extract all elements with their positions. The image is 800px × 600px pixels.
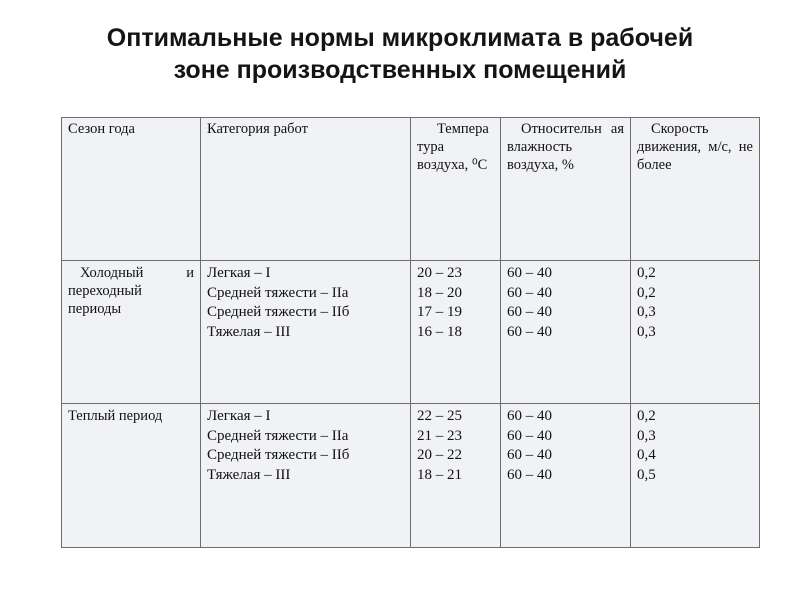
temperature-cell-warm xyxy=(411,404,501,548)
speed-value: 0,2 xyxy=(637,284,656,301)
category-value: Средней тяжести – IIб xyxy=(207,304,350,320)
temperature-value: 18 – 20 xyxy=(417,284,462,301)
category-cell-cold xyxy=(201,261,411,404)
header-category: Категория работ xyxy=(201,118,411,261)
category-value: Легкая – I xyxy=(207,408,271,424)
category-cell-warm xyxy=(201,404,411,548)
humidity-value: 60 – 40 xyxy=(507,427,552,444)
category-value: Легкая – I xyxy=(207,265,271,281)
season-cold-word-2: и xyxy=(186,265,194,281)
speed-cell-cold xyxy=(631,261,760,404)
season-cold-line-2: переходный xyxy=(68,283,142,299)
temperature-value: 18 – 21 xyxy=(417,466,462,483)
speed-value: 0,3 xyxy=(637,427,656,444)
slide-title-line-1: Оптимальные нормы микроклимата в рабочей xyxy=(106,24,694,52)
speed-value: 0,2 xyxy=(637,265,656,281)
category-value: Тяжелая – III xyxy=(207,323,291,340)
slide-title-line-2: зоне производственных помещений xyxy=(173,56,627,84)
humidity-value: 60 – 40 xyxy=(507,466,552,483)
season-cold-line-3: периоды xyxy=(68,301,122,317)
speed-value: 0,4 xyxy=(637,447,656,463)
temperature-value: 22 – 25 xyxy=(417,408,462,424)
temperature-value: 17 – 19 xyxy=(417,304,462,320)
humidity-value: 60 – 40 xyxy=(507,304,552,320)
speed-value: 0,3 xyxy=(637,304,656,320)
table-row-cold-period xyxy=(62,261,760,404)
speed-value: 0,2 xyxy=(637,408,656,424)
season-warm-line-1: Теплый период xyxy=(68,408,163,424)
temperature-value: 20 – 23 xyxy=(417,265,462,281)
speed-value: 0,3 xyxy=(637,323,656,340)
header-humidity: Относительн ая влажность воздуха, % xyxy=(501,118,631,261)
season-cell-cold xyxy=(62,261,201,404)
speed-value: 0,5 xyxy=(637,466,656,483)
humidity-value: 60 – 40 xyxy=(507,284,552,301)
speed-cell-warm xyxy=(631,404,760,548)
table-row-warm-period xyxy=(62,404,760,548)
humidity-value: 60 – 40 xyxy=(507,408,552,424)
header-season: Сезон года xyxy=(62,118,201,261)
microclimate-norms-table xyxy=(61,117,760,548)
category-value: Тяжелая – III xyxy=(207,466,291,483)
temperature-value: 16 – 18 xyxy=(417,323,462,340)
slide-title xyxy=(0,22,800,86)
header-speed: Скорость движения, м/с, не более xyxy=(631,118,760,261)
humidity-cell-cold xyxy=(501,261,631,404)
temperature-cell-cold xyxy=(411,261,501,404)
humidity-value: 60 – 40 xyxy=(507,447,552,463)
category-value: Средней тяжести – IIб xyxy=(207,447,350,463)
temperature-value: 20 – 22 xyxy=(417,447,462,463)
header-temperature: Темпера тура воздуха, ⁰С xyxy=(411,118,501,261)
table-header-row xyxy=(62,118,760,261)
humidity-value: 60 – 40 xyxy=(507,265,552,281)
season-cell-warm xyxy=(62,404,201,548)
humidity-cell-warm xyxy=(501,404,631,548)
category-value: Средней тяжести – IIа xyxy=(207,427,349,444)
season-cold-word-1: Холодный xyxy=(80,265,144,281)
category-value: Средней тяжести – IIа xyxy=(207,284,349,301)
humidity-value: 60 – 40 xyxy=(507,323,552,340)
season-cold-line-1 xyxy=(68,264,194,282)
temperature-value: 21 – 23 xyxy=(417,427,462,444)
